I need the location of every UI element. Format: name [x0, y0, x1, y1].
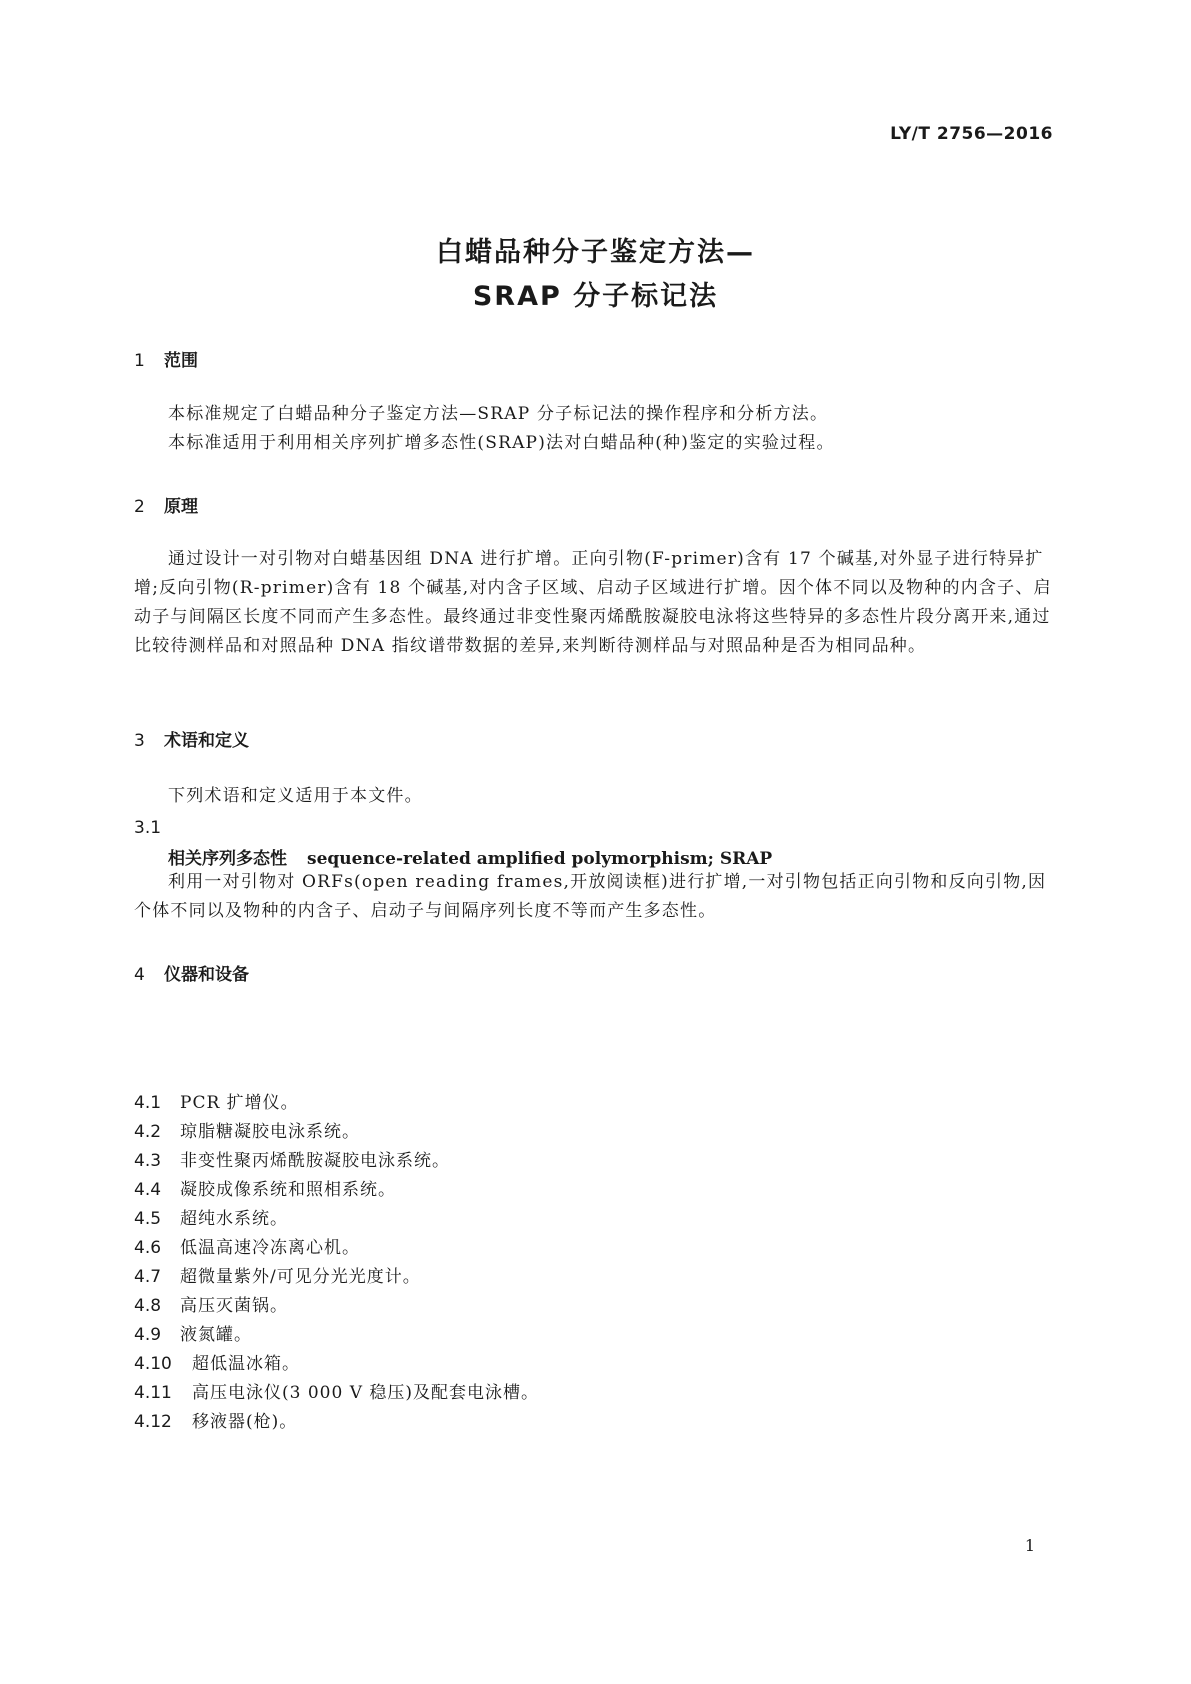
- section-number: 3: [134, 731, 145, 751]
- section-1-heading: [134, 346, 198, 371]
- item-text: 超低温冰箱。: [192, 1354, 300, 1374]
- document-title-line2: SRAP 分子标记法: [472, 281, 719, 312]
- item-number: 4.4: [134, 1180, 162, 1200]
- paragraph: 利用一对引物对 ORFs(open reading frames,开放阅读框)进行扩增,一对引物包括正向引物和反向引物,因个体不同以及物种的内含子、启动子与间隔序列长度不等而产生多态性。: [134, 872, 1047, 921]
- list-item: [134, 1118, 1034, 1147]
- section-title: 原理: [164, 497, 198, 517]
- section-2-body: [134, 545, 1058, 661]
- document-title-line1: 白蜡品种分子鉴定方法—: [436, 237, 755, 268]
- section-4-heading: [134, 960, 249, 985]
- item-number: 4.2: [134, 1122, 162, 1142]
- list-item: [134, 1147, 1034, 1176]
- section-number: 1: [134, 351, 145, 371]
- section-number: 2: [134, 497, 145, 517]
- item-text: 非变性聚丙烯酰胺凝胶电泳系统。: [180, 1151, 450, 1171]
- item-text: 超纯水系统。: [180, 1209, 288, 1229]
- paragraph: 本标准适用于利用相关序列扩增多态性(SRAP)法对白蜡品种(种)鉴定的实验过程。: [168, 433, 835, 453]
- standard-code: LY/T 2756—2016: [890, 124, 1053, 144]
- paragraph: 通过设计一对引物对白蜡基因组 DNA 进行扩增。正向引物(F-primer)含有 17 个碱基,对外显子进行特异扩增;反向引物(R-primer)含有 18 个碱基,对内含子区域、启动子区域进行扩增。因个体不同以及物种的内含子、启动子与间隔区长度不同而产生多态性。最终通过非变性聚丙烯酰胺凝胶电泳将这些特异的多态性片段分离开来,通过比较待测样品和对照品种 DNA 指纹谱带数据的差异,来判断待测样品与对照品种是否为相同品种。: [134, 549, 1052, 656]
- list-item: [134, 1089, 1034, 1118]
- list-item: [134, 1292, 1034, 1321]
- item-number: 4.5: [134, 1209, 162, 1229]
- paragraph: 下列术语和定义适用于本文件。: [168, 786, 423, 806]
- paragraph: 本标准规定了白蜡品种分子鉴定方法—SRAP 分子标记法的操作程序和分析方法。: [168, 404, 829, 424]
- page-number: 1: [1024, 1536, 1035, 1555]
- item-number: 4.8: [134, 1296, 162, 1316]
- section-number: 4: [134, 965, 145, 985]
- item-text: PCR 扩增仪。: [180, 1093, 299, 1113]
- list-item: [134, 1408, 1034, 1437]
- term-definition: [134, 868, 1058, 926]
- item-text: 高压灭菌锅。: [180, 1296, 288, 1316]
- item-number: 4.10: [134, 1354, 172, 1374]
- item-text: 超微量紫外/可见分光光度计。: [180, 1267, 421, 1287]
- item-text: 琼脂糖凝胶电泳系统。: [180, 1122, 360, 1142]
- list-item: [134, 1350, 1034, 1379]
- term-english: sequence-related amplified polymorphism; SRAP: [307, 849, 773, 869]
- equipment-list: [134, 1089, 1034, 1437]
- list-item: [134, 1205, 1034, 1234]
- list-item: [134, 1176, 1034, 1205]
- item-number: 4.1: [134, 1093, 162, 1113]
- section-title: 仪器和设备: [164, 965, 249, 985]
- term-heading: [168, 844, 772, 869]
- item-number: 4.7: [134, 1267, 162, 1287]
- item-text: 低温高速冷冻离心机。: [180, 1238, 360, 1258]
- list-item: [134, 1321, 1034, 1350]
- section-3-body: [134, 782, 1058, 811]
- item-number: 4.11: [134, 1383, 172, 1403]
- section-1-body: [134, 400, 1058, 458]
- list-item: [134, 1234, 1034, 1263]
- item-number: 4.12: [134, 1412, 172, 1432]
- item-number: 4.6: [134, 1238, 162, 1258]
- item-text: 凝胶成像系统和照相系统。: [180, 1180, 396, 1200]
- section-title: 范围: [164, 351, 198, 371]
- item-text: 移液器(枪)。: [192, 1412, 298, 1432]
- list-item: [134, 1379, 1034, 1408]
- item-text: 高压电泳仪(3 000 V 稳压)及配套电泳槽。: [192, 1383, 540, 1403]
- section-title: 术语和定义: [164, 731, 249, 751]
- item-number: 4.9: [134, 1325, 162, 1345]
- term-chinese: 相关序列多态性: [168, 849, 287, 869]
- clause-number: 3.1: [134, 818, 162, 838]
- section-2-heading: [134, 492, 198, 517]
- item-number: 4.3: [134, 1151, 162, 1171]
- item-text: 液氮罐。: [180, 1325, 252, 1345]
- list-item: [134, 1263, 1034, 1292]
- section-3-heading: [134, 726, 249, 751]
